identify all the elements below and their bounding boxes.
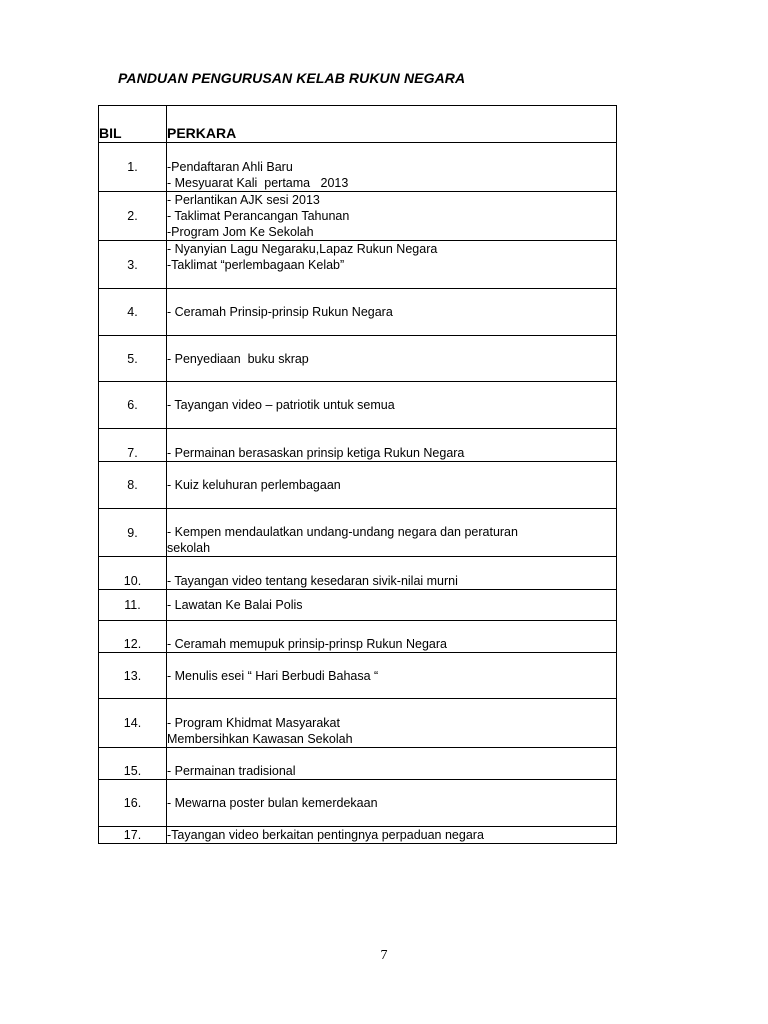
activity-line: -Program Jom Ke Sekolah: [167, 225, 314, 239]
table-row: [99, 241, 617, 289]
row-activity: [167, 557, 617, 590]
row-activity: [167, 827, 617, 844]
row-number: 14.: [99, 699, 167, 748]
row-number: 8.: [99, 462, 167, 509]
row-activity: [167, 192, 617, 241]
row-number: 7.: [99, 429, 167, 462]
row-number: 13.: [99, 653, 167, 699]
activity-line: - Mesyuarat Kali pertama 2013: [167, 176, 349, 190]
activity-line: -Pendaftaran Ahli Baru: [167, 160, 293, 174]
activity-line: - Menulis esei “ Hari Berbudi Bahasa “: [167, 668, 379, 683]
row-activity: [167, 143, 617, 192]
activity-line: - Tayangan video – patriotik untuk semua: [167, 398, 395, 412]
activity-line: - Mewarna poster bulan kemerdekaan: [167, 796, 378, 810]
row-activity: [167, 653, 617, 699]
activity-line: sekolah: [167, 541, 211, 555]
row-number: 3.: [99, 241, 167, 289]
activity-table: [98, 105, 617, 844]
table-row: [99, 382, 617, 429]
table-row: [99, 557, 617, 590]
activity-line: Membersihkan Kawasan Sekolah: [167, 732, 353, 746]
table-row: [99, 621, 617, 653]
activity-line: - Kuiz keluhuran perlembagaan: [167, 478, 341, 492]
row-activity: [167, 429, 617, 462]
activity-line: - Penyediaan buku skrap: [167, 351, 309, 366]
activity-line: - Perlantikan AJK sesi 2013: [167, 193, 320, 207]
row-activity: [167, 621, 617, 653]
row-number: 16.: [99, 780, 167, 827]
table-row: [99, 827, 617, 844]
row-number: 4.: [99, 289, 167, 336]
table-row: [99, 429, 617, 462]
table-row: [99, 699, 617, 748]
activity-line: - Kempen mendaulatkan undang-undang negara dan peraturan: [167, 525, 518, 539]
row-number: 10.: [99, 557, 167, 590]
table-row: [99, 509, 617, 557]
activity-line: - Ceramah Prinsip-prinsip Rukun Negara: [167, 305, 393, 319]
row-number: 12.: [99, 621, 167, 653]
table-row: [99, 336, 617, 382]
row-activity: [167, 509, 617, 557]
row-activity: [167, 780, 617, 827]
document-title: PANDUAN PENGURUSAN KELAB RUKUN NEGARA: [118, 70, 466, 86]
activity-line: -Taklimat “perlembagaan Kelab”: [167, 258, 345, 272]
table-header-row: [99, 106, 617, 143]
header-perkara: PERKARA: [167, 106, 617, 143]
row-number: 9.: [99, 509, 167, 557]
table-row: [99, 590, 617, 621]
row-activity: [167, 590, 617, 621]
page-number: 7: [380, 948, 388, 963]
table-row: [99, 780, 617, 827]
activity-line: - Program Khidmat Masyarakat: [167, 716, 340, 730]
activity-line: - Ceramah memupuk prinsip-prinsp Rukun Negara: [167, 637, 447, 651]
row-activity: [167, 748, 617, 780]
activity-line: - Permainan berasaskan prinsip ketiga Rukun Negara: [167, 446, 465, 460]
table-row: [99, 462, 617, 509]
row-activity: [167, 699, 617, 748]
activity-line: - Tayangan video tentang kesedaran sivik-nilai murni: [167, 574, 458, 588]
header-bil: BIL: [99, 106, 167, 143]
row-number: 11.: [99, 590, 167, 621]
table-row: [99, 192, 617, 241]
table-row: [99, 748, 617, 780]
row-activity: [167, 382, 617, 429]
row-activity: [167, 462, 617, 509]
row-activity: [167, 336, 617, 382]
activity-line: - Nyanyian Lagu Negaraku,Lapaz Rukun Negara: [167, 242, 438, 256]
row-number: 17.: [99, 827, 167, 844]
activity-line: - Lawatan Ke Balai Polis: [167, 598, 303, 612]
table-row: [99, 143, 617, 192]
row-number: 6.: [99, 382, 167, 429]
row-number: 1.: [99, 143, 167, 192]
table-row: [99, 289, 617, 336]
row-number: 2.: [99, 192, 167, 241]
table-row: [99, 653, 617, 699]
activity-line: - Taklimat Perancangan Tahunan: [167, 209, 350, 223]
row-number: 5.: [99, 336, 167, 382]
activity-line: - Permainan tradisional: [167, 764, 296, 778]
row-activity: [167, 241, 617, 289]
activity-line: -Tayangan video berkaitan pentingnya perpaduan negara: [167, 828, 484, 842]
row-activity: [167, 289, 617, 336]
row-number: 15.: [99, 748, 167, 780]
